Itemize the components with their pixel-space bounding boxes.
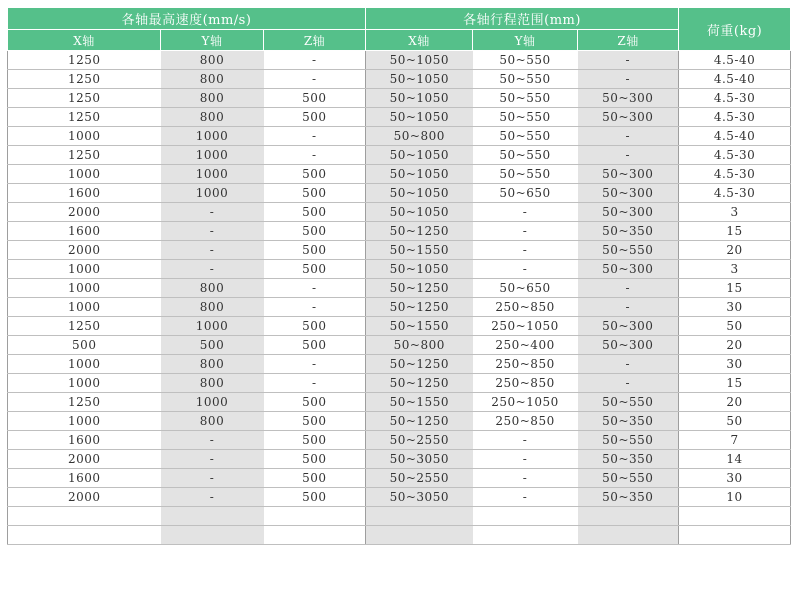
table-row (8, 203, 791, 222)
load-cell: 10 (679, 488, 791, 507)
speed-x-cell: 2000 (8, 241, 161, 260)
speed-x-cell: 1250 (8, 70, 161, 89)
stroke-z-cell: 50~550 (578, 393, 679, 412)
load-cell: 14 (679, 450, 791, 469)
stroke-z-cell: - (578, 70, 679, 89)
speed-x-cell: 1600 (8, 431, 161, 450)
speed-x-cell: 1600 (8, 469, 161, 488)
speed-y-cell: - (161, 488, 264, 507)
speed-y-cell: - (161, 203, 264, 222)
stroke-y-cell (473, 507, 578, 526)
load-cell: 4.5-40 (679, 70, 791, 89)
speed-y-cell: 1000 (161, 127, 264, 146)
speed-z-cell: - (264, 127, 366, 146)
speed-x-cell: 2000 (8, 203, 161, 222)
stroke-y-cell: 50~550 (473, 108, 578, 127)
stroke-x-cell: 50~1050 (366, 203, 473, 222)
speed-y-header: Y轴 (161, 30, 264, 51)
load-cell: 30 (679, 355, 791, 374)
table-row (8, 488, 791, 507)
stroke-z-cell: 50~300 (578, 165, 679, 184)
stroke-y-cell: - (473, 203, 578, 222)
spec-table (7, 7, 791, 545)
speed-z-cell: - (264, 355, 366, 374)
table-row (8, 336, 791, 355)
speed-z-cell: 500 (264, 108, 366, 127)
stroke-z-cell (578, 526, 679, 545)
stroke-y-cell: 250~1050 (473, 317, 578, 336)
load-cell: 20 (679, 393, 791, 412)
speed-z-cell: - (264, 374, 366, 393)
load-cell: 30 (679, 298, 791, 317)
speed-z-cell: - (264, 279, 366, 298)
table-row (8, 241, 791, 260)
load-cell: 15 (679, 374, 791, 393)
speed-y-cell: 800 (161, 279, 264, 298)
speed-z-cell: - (264, 70, 366, 89)
speed-x-header: X轴 (8, 30, 161, 51)
speed-y-cell: 500 (161, 336, 264, 355)
table-row (8, 89, 791, 108)
speed-x-cell: 1000 (8, 412, 161, 431)
load-cell: 50 (679, 317, 791, 336)
speed-z-cell: 500 (264, 412, 366, 431)
spec-table-body (8, 51, 791, 545)
speed-x-cell: 2000 (8, 488, 161, 507)
load-cell (679, 507, 791, 526)
stroke-z-header: Z轴 (578, 30, 679, 51)
stroke-x-cell: 50~800 (366, 127, 473, 146)
stroke-y-cell: - (473, 488, 578, 507)
speed-x-cell: 1000 (8, 260, 161, 279)
stroke-z-cell: 50~300 (578, 184, 679, 203)
load-cell (679, 526, 791, 545)
speed-x-cell: 1250 (8, 89, 161, 108)
stroke-x-cell: 50~1550 (366, 317, 473, 336)
stroke-x-cell: 50~1250 (366, 279, 473, 298)
stroke-y-cell: - (473, 260, 578, 279)
speed-y-cell: 1000 (161, 165, 264, 184)
speed-x-cell: 1250 (8, 146, 161, 165)
speed-z-cell: 500 (264, 431, 366, 450)
stroke-x-cell: 50~1050 (366, 146, 473, 165)
load-cell: 4.5-40 (679, 51, 791, 70)
stroke-z-cell: 50~550 (578, 431, 679, 450)
stroke-x-header: X轴 (366, 30, 473, 51)
header-row-axes (8, 30, 791, 51)
speed-z-cell: 500 (264, 260, 366, 279)
table-row (8, 450, 791, 469)
stroke-z-cell: 50~350 (578, 450, 679, 469)
speed-z-cell: - (264, 298, 366, 317)
table-row (8, 317, 791, 336)
load-cell: 7 (679, 431, 791, 450)
stroke-y-cell: 250~1050 (473, 393, 578, 412)
speed-x-cell (8, 526, 161, 545)
speed-x-cell: 1000 (8, 298, 161, 317)
stroke-z-cell: - (578, 279, 679, 298)
stroke-x-cell: 50~1550 (366, 241, 473, 260)
table-row (8, 469, 791, 488)
stroke-x-cell: 50~3050 (366, 488, 473, 507)
load-cell: 4.5-40 (679, 127, 791, 146)
table-row (8, 184, 791, 203)
speed-z-cell: 500 (264, 241, 366, 260)
stroke-x-cell: 50~1050 (366, 108, 473, 127)
speed-z-cell: 500 (264, 488, 366, 507)
speed-z-cell: - (264, 51, 366, 70)
speed-z-cell: 500 (264, 222, 366, 241)
speed-y-cell: 1000 (161, 393, 264, 412)
stroke-x-cell: 50~1250 (366, 222, 473, 241)
speed-y-cell: 1000 (161, 146, 264, 165)
stroke-z-cell (578, 507, 679, 526)
speed-x-cell: 1000 (8, 165, 161, 184)
stroke-x-cell: 50~1250 (366, 412, 473, 431)
spec-table-wrapper (7, 7, 791, 545)
stroke-y-cell: 50~550 (473, 146, 578, 165)
table-row (8, 127, 791, 146)
stroke-x-cell: 50~2550 (366, 469, 473, 488)
speed-z-cell: 500 (264, 336, 366, 355)
stroke-z-cell: - (578, 298, 679, 317)
load-cell: 4.5-30 (679, 108, 791, 127)
stroke-z-cell: 50~300 (578, 89, 679, 108)
speed-z-cell: 500 (264, 165, 366, 184)
table-row (8, 431, 791, 450)
stroke-y-cell: 50~650 (473, 279, 578, 298)
load-cell: 4.5-30 (679, 184, 791, 203)
load-cell: 4.5-30 (679, 146, 791, 165)
stroke-x-cell: 50~3050 (366, 450, 473, 469)
speed-z-cell: 500 (264, 317, 366, 336)
speed-y-cell: - (161, 469, 264, 488)
speed-x-cell: 1000 (8, 127, 161, 146)
speed-x-cell: 1000 (8, 374, 161, 393)
speed-group-header: 各轴最高速度(mm/s) (8, 8, 366, 30)
stroke-x-cell: 50~1550 (366, 393, 473, 412)
speed-x-cell: 2000 (8, 450, 161, 469)
speed-x-cell: 1000 (8, 355, 161, 374)
stroke-z-cell: 50~300 (578, 336, 679, 355)
stroke-y-cell: - (473, 469, 578, 488)
speed-y-cell: 800 (161, 51, 264, 70)
stroke-y-cell: 50~650 (473, 184, 578, 203)
stroke-x-cell (366, 507, 473, 526)
stroke-x-cell: 50~1050 (366, 70, 473, 89)
load-cell: 20 (679, 336, 791, 355)
stroke-y-cell: 50~550 (473, 89, 578, 108)
speed-z-cell: - (264, 146, 366, 165)
stroke-y-cell: - (473, 222, 578, 241)
stroke-y-cell: - (473, 431, 578, 450)
table-row (8, 146, 791, 165)
speed-z-cell (264, 526, 366, 545)
stroke-z-cell: 50~350 (578, 488, 679, 507)
load-cell: 3 (679, 260, 791, 279)
stroke-z-cell: 50~350 (578, 412, 679, 431)
stroke-z-cell: 50~300 (578, 260, 679, 279)
speed-x-cell: 1250 (8, 51, 161, 70)
speed-z-cell (264, 507, 366, 526)
load-header: 荷重(kg) (679, 8, 791, 51)
speed-y-cell: - (161, 260, 264, 279)
stroke-y-cell: 250~850 (473, 355, 578, 374)
load-cell: 30 (679, 469, 791, 488)
table-row (8, 374, 791, 393)
speed-y-cell: 800 (161, 374, 264, 393)
speed-x-cell: 500 (8, 336, 161, 355)
stroke-z-cell: 50~550 (578, 241, 679, 260)
speed-z-header: Z轴 (264, 30, 366, 51)
speed-x-cell: 1600 (8, 222, 161, 241)
speed-y-cell (161, 526, 264, 545)
speed-y-cell: 800 (161, 298, 264, 317)
table-row (8, 526, 791, 545)
stroke-y-header: Y轴 (473, 30, 578, 51)
stroke-z-cell: - (578, 355, 679, 374)
stroke-x-cell: 50~1250 (366, 355, 473, 374)
table-row (8, 222, 791, 241)
load-cell: 3 (679, 203, 791, 222)
speed-y-cell: 1000 (161, 317, 264, 336)
stroke-x-cell (366, 526, 473, 545)
stroke-y-cell: - (473, 241, 578, 260)
stroke-z-cell: 50~300 (578, 108, 679, 127)
speed-y-cell: - (161, 241, 264, 260)
speed-y-cell: 1000 (161, 184, 264, 203)
speed-z-cell: 500 (264, 393, 366, 412)
stroke-x-cell: 50~1050 (366, 260, 473, 279)
speed-z-cell: 500 (264, 89, 366, 108)
stroke-y-cell: 250~850 (473, 298, 578, 317)
table-row (8, 298, 791, 317)
speed-y-cell: 800 (161, 70, 264, 89)
load-cell: 4.5-30 (679, 89, 791, 108)
table-row (8, 165, 791, 184)
load-cell: 15 (679, 279, 791, 298)
stroke-z-cell: 50~350 (578, 222, 679, 241)
table-row (8, 108, 791, 127)
stroke-y-cell: 50~550 (473, 165, 578, 184)
stroke-x-cell: 50~1050 (366, 51, 473, 70)
stroke-y-cell: 250~850 (473, 412, 578, 431)
stroke-y-cell: 50~550 (473, 51, 578, 70)
stroke-x-cell: 50~1250 (366, 374, 473, 393)
speed-y-cell: 800 (161, 355, 264, 374)
stroke-y-cell: 250~850 (473, 374, 578, 393)
load-cell: 15 (679, 222, 791, 241)
speed-y-cell (161, 507, 264, 526)
speed-y-cell: 800 (161, 412, 264, 431)
header-row-groups (8, 8, 791, 30)
table-row (8, 260, 791, 279)
speed-z-cell: 500 (264, 203, 366, 222)
speed-x-cell: 1600 (8, 184, 161, 203)
speed-y-cell: - (161, 431, 264, 450)
speed-x-cell: 1000 (8, 279, 161, 298)
table-row (8, 355, 791, 374)
stroke-x-cell: 50~2550 (366, 431, 473, 450)
speed-y-cell: - (161, 450, 264, 469)
speed-x-cell: 1250 (8, 393, 161, 412)
stroke-group-header: 各轴行程范围(mm) (366, 8, 679, 30)
stroke-z-cell: - (578, 146, 679, 165)
stroke-z-cell: 50~300 (578, 317, 679, 336)
speed-x-cell: 1250 (8, 317, 161, 336)
stroke-x-cell: 50~1250 (366, 298, 473, 317)
stroke-z-cell: - (578, 374, 679, 393)
stroke-x-cell: 50~1050 (366, 184, 473, 203)
table-row (8, 393, 791, 412)
speed-y-cell: 800 (161, 89, 264, 108)
stroke-y-cell: 50~550 (473, 127, 578, 146)
stroke-z-cell: 50~300 (578, 203, 679, 222)
table-row (8, 507, 791, 526)
stroke-z-cell: - (578, 127, 679, 146)
stroke-y-cell: - (473, 450, 578, 469)
stroke-x-cell: 50~800 (366, 336, 473, 355)
speed-y-cell: 800 (161, 108, 264, 127)
stroke-x-cell: 50~1050 (366, 165, 473, 184)
stroke-z-cell: 50~550 (578, 469, 679, 488)
load-cell: 20 (679, 241, 791, 260)
table-row (8, 279, 791, 298)
stroke-y-cell: 50~550 (473, 70, 578, 89)
speed-z-cell: 500 (264, 469, 366, 488)
load-cell: 4.5-30 (679, 165, 791, 184)
table-row (8, 51, 791, 70)
table-row (8, 412, 791, 431)
table-row (8, 70, 791, 89)
stroke-y-cell (473, 526, 578, 545)
speed-x-cell (8, 507, 161, 526)
load-cell: 50 (679, 412, 791, 431)
speed-x-cell: 1250 (8, 108, 161, 127)
speed-z-cell: 500 (264, 184, 366, 203)
stroke-y-cell: 250~400 (473, 336, 578, 355)
speed-z-cell: 500 (264, 450, 366, 469)
stroke-x-cell: 50~1050 (366, 89, 473, 108)
speed-y-cell: - (161, 222, 264, 241)
stroke-z-cell: - (578, 51, 679, 70)
